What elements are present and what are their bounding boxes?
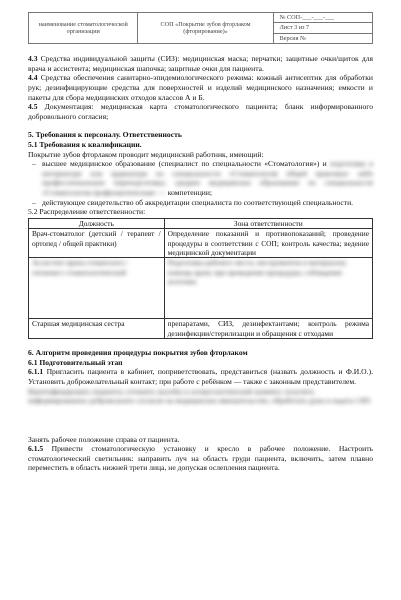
section-5-1-title: 5.1 Требования к квалификации. (28, 139, 142, 149)
step-6-1-1 (28, 367, 373, 386)
resp-row2-role-blurred: Ассистент врача-стоматолога / гигиенист стоматологический (32, 258, 129, 277)
resp-row3-zone: препаратами, СИЗ, дезинфектантами; контроль режима дезинфекции/стерилизации и обращения с отходами (164, 319, 372, 339)
step-6-1-5-number: 6.1.5 (28, 444, 44, 454)
resp-row3-role: Старшая медицинская сестра (29, 319, 165, 339)
section-5-title: 5. Требования к персоналу. Ответственность (28, 130, 182, 140)
item-4-5-number: 4.5 (28, 102, 38, 112)
resp-row1-role: Врач-стоматолог (детский / терапевт / ортопед / общей практики) (29, 229, 165, 258)
step-6-1-1-number: 6.1.1 (28, 367, 44, 377)
resp-row2-zone (164, 258, 372, 319)
qualification-item-education-tail: компетенции; (167, 187, 213, 197)
step-6-1-5-text: Привести стоматологическую установку и кресло в рабочее положение. Настроить стоматологический светильник: направить луч на область груди пациента, включить, затем плавно переместить в область нижней трети лица, не допуская ослепления пациента. (28, 444, 373, 473)
qualification-item-education-text: высшее медицинское образование (специалист по специальности «Стоматология») и (42, 159, 327, 169)
document-header-table (28, 12, 373, 44)
section-6-1-title: 6.1 Подготовительный этап (28, 357, 123, 367)
item-4-4 (28, 73, 373, 102)
resp-row2-zone-blurred: Подготовка рабочего места, инструментов и материалов; помощь врачу при проведении процедуры; соблюдение асептики (167, 258, 347, 287)
step-6-1-5 (28, 444, 373, 473)
item-4-3-number: 4.3 (28, 54, 38, 64)
item-4-4-number: 4.4 (28, 73, 38, 83)
item-4-5 (28, 102, 373, 121)
item-4-5-text: Документация: медицинская карта стоматологического пациента; бланк информированного добровольного согласия; (28, 102, 373, 121)
qualification-item-education-blurred: подготовку в интернатуре или ординатуре по специальности «Стоматология общей практики» либо профессиональную переподготовку; среднее медицинское образование по специальности «Стоматология профилактическая» — (42, 159, 373, 197)
item-4-4-text: Средства обеспечения санитарно-эпидемиологического режима: кожный антисептик для обработки рук; дезинфицирующие средства для поверхностей и изделий медицинского назначения; емкости и пакеты для сбора медицинских отходов классов А и Б. (28, 73, 373, 102)
section-5-2-title: 5.2 Распределение ответственности: (28, 207, 146, 217)
resp-row2-role (29, 258, 165, 319)
resp-header-zone: Зона ответственности (164, 218, 372, 228)
item-4-3-text: Средства индивидуальной защиты (СИЗ): медицинская маска; перчатки; защитные очки/щиток для врача и ассистента; медицинская шапочка; защитные очки для пациента. (28, 54, 373, 73)
org-name-cell: наименование стоматологической организации (29, 13, 138, 44)
resp-header-role: Должность (29, 218, 165, 228)
section-5-intro: Покрытие зубов фторлаком проводит медицинский работник, имеющий: (28, 149, 264, 159)
step-6-1-4-tail: Занять рабочее положение справа от пациента. (28, 434, 180, 444)
sop-number-cell: № СОП-___-___-___ (273, 13, 372, 23)
sop-title-cell: СОП «Покрытие зубов фторлаком (фторирование)» (138, 13, 273, 44)
qualification-item-education (42, 159, 373, 197)
steps-blurred-block: Идентифицировать пациента; уточнить жалобы и аллергологический анамнез; получить информированное добровольное согласие на медицинское вмешательство; обработать руки и надеть СИЗ (28, 386, 371, 406)
version-cell: Версия № (273, 33, 372, 43)
qualification-list (28, 159, 373, 207)
resp-row1-zone: Определение показаний и противопоказаний; проведение процедуры в соответствии с СОП; контроль качества; ведение медицинской документации (164, 229, 372, 258)
qualification-item-accreditation: – действующее свидетельство об аккредитации специалиста по соответствующей специальности. (42, 198, 373, 208)
item-4-3 (28, 54, 373, 73)
step-6-1-1-text: Пригласить пациента в кабинет, поприветствовать, представиться (назвать должность и Ф.И.О.). Установить доброжелательный контакт; при работе с ребёнком — также с законным представителем. (28, 367, 373, 386)
section-6-title: 6. Алгоритм проведения процедуры покрытия зубов фторлаком (28, 348, 248, 358)
sheet-cell: Лист 3 из 7 (273, 23, 372, 33)
responsibility-table (28, 218, 373, 339)
